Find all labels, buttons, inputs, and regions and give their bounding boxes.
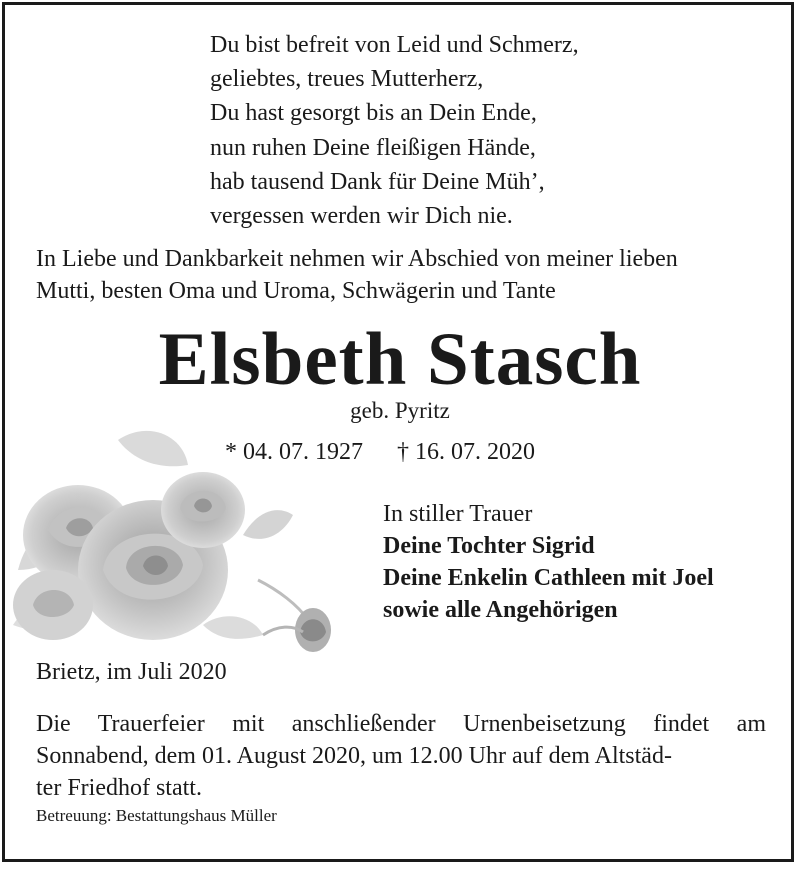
roses-illustration [8, 420, 343, 665]
funeral-details [36, 708, 766, 804]
mourner-name: Deine Tochter Sigrid [383, 533, 595, 559]
mourners-block [383, 498, 714, 626]
poem-line: vergessen werden wir Dich nie. [210, 203, 513, 230]
birth-date: * 04. 07. 1927 [225, 439, 363, 465]
mourners-heading: In stiller Trauer [383, 501, 533, 527]
poem-line: Du bist befreit von Leid und Schmerz, [210, 32, 579, 58]
poem-line: hab tausend Dank für Deine Müh’, [210, 168, 545, 195]
funeral-line: ter Friedhof statt. [36, 775, 202, 801]
poem-line: geliebtes, treues Mutterherz, [210, 66, 484, 93]
mourner-name: Deine Enkelin Cathleen mit Joel [383, 565, 714, 591]
death-date: † 16. 07. 2020 [397, 439, 535, 465]
intro-line: Mutti, besten Oma und Uroma, Schwägerin und Tante [36, 278, 556, 304]
deceased-name: Elsbeth Stasch [158, 318, 642, 401]
funeral-line: Sonnabend, dem 01. August 2020, um 12.00 Uhr auf dem Altstäd- [36, 743, 672, 769]
mourner-name: sowie alle Angehörigen [383, 597, 618, 623]
intro-line: In Liebe und Dankbarkeit nehmen wir Abschied von meiner lieben [36, 246, 678, 272]
memorial-poem [210, 28, 579, 233]
poem-line: nun ruhen Deine fleißigen Hände, [210, 134, 536, 161]
poem-line: Du hast gesorgt bis an Dein Ende, [210, 100, 537, 127]
funeral-line: Die Trauerfeier mit anschließender Urnenbeisetzung findet am [36, 711, 766, 737]
undertaker-credit: Betreuung: Bestattungshaus Müller [36, 806, 277, 825]
place-and-date: Brietz, im Juli 2020 [36, 659, 227, 685]
farewell-intro [36, 243, 776, 307]
maiden-name: geb. Pyritz [350, 398, 450, 423]
